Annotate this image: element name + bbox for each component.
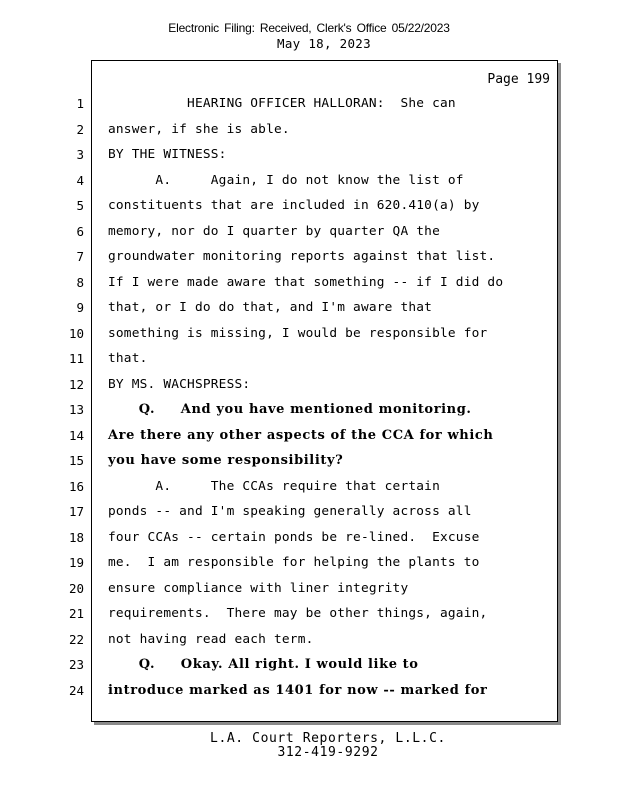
line-text: BY MS. WACHSPRESS:	[108, 376, 251, 392]
line-number: 22	[68, 631, 84, 647]
line-number: 12	[68, 376, 84, 392]
line-number: 16	[68, 478, 84, 494]
line-number: 10	[68, 325, 84, 341]
line-number: 13	[68, 402, 84, 417]
line-text: memory, nor do I quarter by quarter QA the	[108, 223, 440, 239]
line-text: A. The CCAs require that certain	[108, 478, 440, 494]
footer	[0, 732, 618, 760]
line-number: 3	[76, 147, 84, 162]
transcript-line	[0, 550, 618, 576]
line-text: Are there any other aspects of the CCA for which	[108, 427, 494, 443]
transcript-line	[0, 372, 618, 398]
line-text: BY THE WITNESS:	[108, 147, 227, 162]
page-number: Page 199	[487, 72, 550, 87]
line-text: groundwater monitoring reports against that list.	[108, 249, 496, 264]
transcript-line	[0, 576, 618, 602]
line-text: me. I am responsible for helping the plants to	[108, 555, 480, 570]
line-text: ensure compliance with liner integrity	[108, 580, 409, 596]
line-number: 8	[76, 274, 84, 290]
transcript-line	[0, 193, 618, 219]
transcript-line	[0, 168, 618, 194]
reporter-phone: 312-419-9292	[277, 745, 379, 760]
transcript-line	[0, 525, 618, 551]
transcript-line	[0, 601, 618, 627]
transcript-line	[0, 678, 618, 704]
transcript-line	[0, 219, 618, 245]
line-number: 4	[76, 172, 84, 188]
line-text: If I were made aware that something -- if I did do	[108, 274, 504, 290]
transcript-line	[0, 474, 618, 500]
line-number: 2	[76, 121, 84, 137]
transcript-line	[0, 295, 618, 321]
line-text: requirements. There may be other things, again,	[108, 606, 488, 621]
line-text: four CCAs -- certain ponds be re-lined. Excuse	[108, 529, 480, 545]
line-text: A. Again, I do not know the list of	[108, 172, 464, 188]
transcript-line	[0, 423, 618, 449]
line-number: 5	[76, 198, 84, 213]
transcript-line	[0, 499, 618, 525]
line-number: 17	[68, 504, 84, 519]
line-text: that, or I do do that, and I'm aware that	[108, 300, 433, 315]
line-text: ponds -- and I'm speaking generally across all	[108, 504, 472, 519]
line-text: constituents that are included in 620.410(a) by	[108, 198, 480, 213]
line-number: 6	[76, 223, 84, 239]
line-text: Q. And you have mentioned monitoring.	[108, 402, 472, 417]
line-number: 18	[68, 529, 84, 545]
line-number: 23	[68, 657, 84, 672]
line-number: 20	[68, 580, 84, 596]
efiling-stamp: Electronic Filing: Received, Clerk's Office 05/22/2023	[168, 21, 450, 35]
line-text: that.	[108, 351, 148, 366]
transcript-date: May 18, 2023	[277, 36, 371, 51]
transcript-line	[0, 652, 618, 678]
line-text: answer, if she is able.	[108, 121, 290, 137]
transcript-line	[0, 117, 618, 143]
transcript-line	[0, 91, 618, 117]
transcript-line	[0, 244, 618, 270]
line-number: 19	[68, 555, 84, 570]
line-number: 24	[68, 682, 84, 698]
line-text: Q. Okay. All right. I would like to	[108, 657, 419, 672]
line-text: introduce marked as 1401 for now -- marked for	[108, 682, 488, 698]
reporter-company: L.A. Court Reporters, L.L.C.	[210, 731, 446, 746]
transcript-line	[0, 346, 618, 372]
line-number: 7	[76, 249, 84, 264]
line-text: you have some responsibility?	[108, 453, 344, 468]
transcript-line	[0, 448, 618, 474]
line-number: 21	[68, 606, 84, 621]
transcript-line	[0, 627, 618, 653]
transcript-line	[0, 270, 618, 296]
line-number: 1	[76, 96, 84, 111]
line-number: 14	[68, 427, 84, 443]
transcript-line	[0, 397, 618, 423]
line-number: 11	[68, 351, 84, 366]
line-text: not having read each term.	[108, 631, 314, 647]
transcript-line	[0, 142, 618, 168]
line-text: something is missing, I would be responsible for	[108, 325, 488, 341]
line-number: 15	[68, 453, 84, 468]
transcript-line	[0, 321, 618, 347]
line-text: HEARING OFFICER HALLORAN: She can	[108, 96, 456, 111]
line-number: 9	[76, 300, 84, 315]
